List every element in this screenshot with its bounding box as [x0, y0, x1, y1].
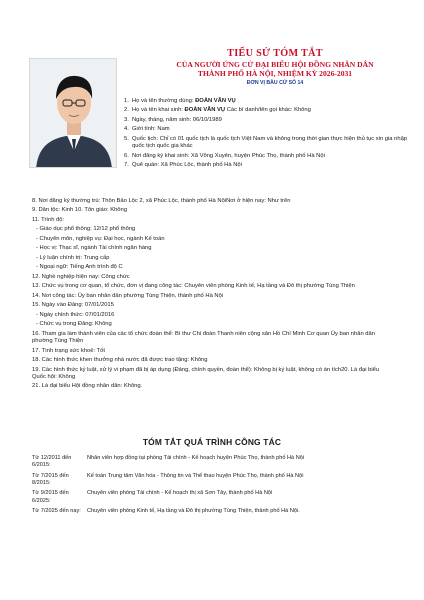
field-extra: Các bí danh/tên gọi khác: Không	[225, 107, 311, 114]
personal-details-list	[124, 98, 414, 172]
field-value: ĐOÀN VĂN VỤ	[195, 98, 236, 104]
timeline-description: Chuyên viên phòng Tài chính - Kế hoạch thị xã Sơn Tây, thành phố Hà Nội	[87, 490, 273, 497]
field-birth-registration	[124, 153, 414, 160]
timeline-description: Nhân viên hợp đồng tại phòng Tài chính - Kế hoạch huyện Phúc Thọ, thành phố Hà Nội	[87, 455, 305, 461]
document-title: TIỂU SỬ TÓM TẮT	[227, 48, 323, 59]
document-subtitle-line-2: THÀNH PHỐ HÀ NỘI, NHIỆM KỲ 2026-2031	[197, 69, 353, 79]
item-health: 17. Tình trạng sức khoẻ: Tốt	[32, 347, 105, 354]
field-common-name	[124, 98, 414, 105]
portrait-photo-icon	[30, 59, 117, 168]
item-awards: 18. Các hình thức khen thưởng nhà nước đã được trao tặng: Không	[32, 357, 208, 364]
field-nationality	[124, 136, 414, 151]
field-label: Quốc tịch: Chỉ có 01 quốc tịch là quốc tịch Việt Nam và không trong thời gian thực hiện thủ tục xin gia nhập quốc tịch quốc gia khác	[132, 135, 408, 150]
field-label: Quê quán: Xã Phúc Lộc, thành phố Hà Nội	[132, 162, 242, 169]
timeline-row	[32, 473, 397, 487]
timeline-period: Từ 12/2011 đến 6/2015:	[32, 455, 72, 469]
field-label: Họ và tên khai sinh:	[132, 107, 185, 114]
career-timeline	[32, 455, 397, 519]
field-number: 2.	[124, 107, 129, 114]
item-council-member: 21. Là đại biểu Hội đồng nhân dân: Không.	[32, 383, 143, 390]
party-official-date: - Ngày chính thức: 07/01/2016	[36, 311, 115, 318]
field-label: Ngày, tháng, năm sinh: 06/10/1989	[132, 116, 222, 123]
item-qualifications: 11. Trình độ:	[32, 216, 65, 223]
item-occupation: 12. Nghề nghiệp hiện nay: Công chức	[32, 273, 130, 280]
edu-language: - Ngoại ngữ: Tiếng Anh trình độ C	[36, 264, 123, 271]
item-position: 13. Chức vụ trong cơ quan, tổ chức, đơn vị đang công tác: Chuyên viên phòng Kinh tế, Hạ tầng và Đô thị phường Tùng Thiện	[32, 283, 355, 290]
edu-degree: - Học vị: Thạc sĩ, ngành Tài chính ngân hàng	[36, 245, 152, 252]
field-gender	[124, 126, 414, 133]
career-section-title: TÓM TẮT QUÁ TRÌNH CÔNG TÁC	[142, 437, 282, 447]
timeline-description: Chuyên viên phòng Kinh tế, Hạ tầng và Đô thị phường Tùng Thiện, thành phố Hà Nội.	[87, 508, 300, 515]
document-header	[140, 48, 410, 86]
field-number: 3.	[124, 116, 129, 123]
item-party-join-date: 15. Ngày vào Đảng: 07/01/2015	[32, 302, 114, 309]
timeline-period: Từ 7/2025 đến nay:	[32, 508, 81, 515]
item-workplace: 14. Nơi công tác: Ủy ban nhân dân phường Tùng Thiện, thành phố Hà Nội	[32, 292, 224, 299]
biography-body	[32, 198, 392, 393]
item-ethnicity-religion: 9. Dân tộc: Kinh 10. Tôn giáo: Không	[32, 207, 127, 214]
electoral-unit: ĐƠN VỊ BẦU CỬ SỐ 14	[246, 80, 304, 87]
candidate-photo	[29, 58, 117, 168]
edu-political: - Lý luận chính trị: Trung cấp	[36, 254, 110, 261]
document-subtitle-line-1: CỦA NGƯỜI ỨNG CỬ ĐẠI BIỂU HỘI ĐỒNG NHÂN DÂN	[176, 60, 374, 69]
timeline-row	[32, 508, 397, 515]
field-label: Nơi đăng ký khai sinh: Xã Võng Xuyên, huyện Phúc Thọ, thành phố Hà Nội	[132, 152, 325, 159]
field-number: 7.	[124, 162, 129, 169]
timeline-row	[32, 490, 397, 504]
field-value: ĐOÀN VĂN VỤ	[184, 107, 226, 114]
field-birth-name	[124, 107, 414, 114]
item-residence: 8. Nơi đăng ký thường trú: Thôn Bảo Lộc 2, xã Phúc Lộc, thành phố Hà NộiNơi ở hiện nay: Như trên	[32, 198, 291, 204]
item-organizations: 16. Tham gia làm thành viên của các tổ chức đoàn thể: Bí thư Chi đoàn Thanh niên cộng sản Hồ Chí Minh Cơ quan Ủy ban nhân dân phường Tùng Thiện	[32, 330, 375, 345]
party-position: - Chức vụ trong Đảng: Không	[36, 321, 112, 328]
field-number: 6.	[124, 152, 129, 159]
timeline-period: Từ 9/2015 đến 6/2025:	[32, 490, 69, 504]
timeline-row	[32, 455, 397, 469]
field-label: Họ và tên thường dùng:	[132, 98, 196, 104]
field-number: 4.	[124, 126, 129, 133]
field-number: 5.	[124, 135, 129, 142]
field-number: 1.	[124, 98, 129, 104]
field-label: Giới tính: Nam	[132, 126, 170, 133]
edu-specialty: - Chuyên môn, nghiệp vụ: Đại học, ngành Kế toán	[36, 235, 165, 242]
item-discipline: 19. Các hình thức kỷ luật, xử lý vi phạm đã bị áp dụng (Đảng, chính quyền, đoàn thể): Không bị kỷ luật, không có án tích20. Là đại biểu Quốc hội: Không	[32, 366, 380, 380]
timeline-period: Từ 7/2015 đến 8/2015:	[32, 472, 69, 486]
timeline-description: Kế toán Trung tâm Văn hóa - Thông tin và Thể thao huyện Phúc Thọ, thành phố Hà Nội	[87, 472, 304, 479]
field-hometown	[124, 162, 414, 169]
edu-general: - Giáo dục phổ thông: 12/12 phổ thông	[36, 226, 136, 233]
field-birth-date	[124, 117, 414, 124]
